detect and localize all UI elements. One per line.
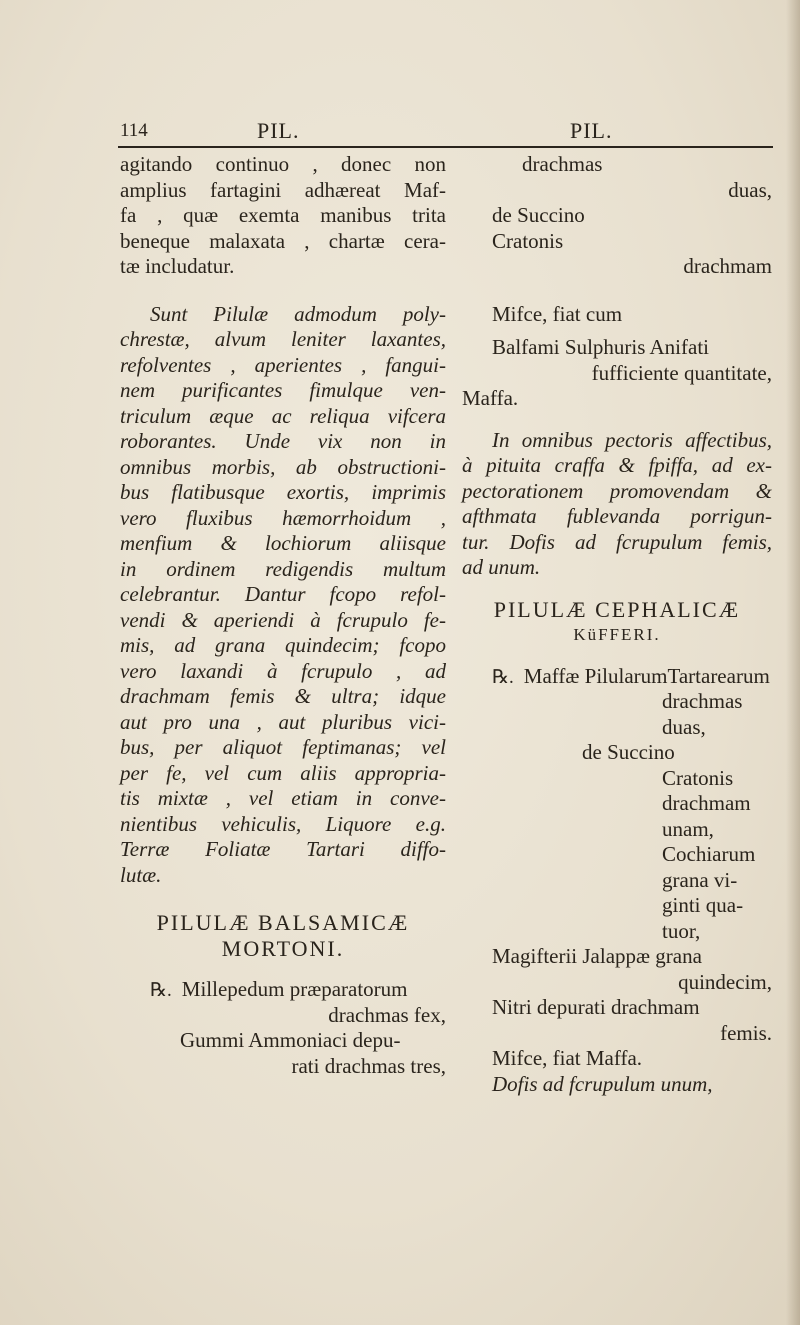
recipe-line: Nitri depurati drachmam [492,995,700,1019]
recipe-line: Balfami Sulphuris Anifati [492,335,709,359]
text-line: fa , quæ exemta manibus trita [120,203,446,227]
text-line: vero laxandi à fcrupulo , ad [120,658,446,683]
recipe-line: grana vi- [662,867,738,892]
text-line: Sunt Pilulæ admodum poly- [150,301,446,326]
recipe-line: ℞. Maffæ PilularumTartarearum [492,663,770,688]
recipe-line: drachmas [522,152,603,176]
recipe-symbol: ℞. [150,980,172,1001]
text-line: vendi & aperiendi à fcrupulo fe- [120,607,446,632]
instruction-line: Mifce, fiat cum [492,301,623,326]
text-line: chrestæ, alvum leniter laxantes, [120,327,446,351]
recipe-line: tuor, [662,918,701,943]
recipe-line: Cratonis [492,228,564,253]
page-edge-shadow [786,0,800,1325]
recipe-line: Maffa. [462,386,519,410]
text-line: vero fluxibus hæmorrhoidum , [120,505,446,530]
header-rule [118,146,773,148]
dosage-line: Dofis ad fcrupulum unum, [492,1071,713,1096]
text-line: nientibus vehiculis, Liquore e.g. [120,811,446,836]
recipe-line: quindecim, [678,969,772,994]
recipe-line: duas, [728,177,772,202]
text-line: triculum æque ac reliqua vifcera [120,403,446,428]
recipe-line: drachmam [683,254,772,278]
text-line: tur. Dofis ad fcrupulum femis, [462,529,772,554]
text-line: drachmam femis & ultra; idque [120,684,446,708]
recipe-line: Cratonis [662,765,734,790]
recipe-line: de Succino [582,740,675,764]
section-heading: PILULÆ BALSAMICÆ [156,910,410,935]
recipe-line: fufficiente quantitate, [591,360,772,385]
text-line: Terræ Foliatæ Tartari diffo- [120,837,446,861]
text-line: aut pro una , aut pluribus vici- [120,709,446,734]
text-line: refolventes , aperientes , fangui- [120,352,446,377]
section-heading: PILULÆ CEPHALICÆ [493,596,741,622]
usage-paragraph [120,302,446,889]
text-line: tæ includatur. [120,254,235,278]
recipe-line: de Succino [492,203,585,227]
recipe-line: ℞. Millepedum præparatorum [150,977,408,1001]
text-line: In omnibus pectoris affectibus, [492,427,772,452]
text-line: tis mixtæ , vel etiam in conve- [120,786,446,810]
text-line: mis, ad grana quindecim; fcopo [120,633,446,657]
recipe-line: Magifterii Jalappæ grana [492,944,702,968]
left-column [120,152,446,1079]
section-heading-author: KüFFERI. [573,625,661,644]
text-line: in ordinem redigendis multum [120,556,446,581]
recipe-line: femis. [720,1020,772,1045]
text-line: nem purificantes fimulque ven- [120,378,446,402]
right-column [462,152,772,1097]
recipe-symbol: ℞. [492,666,514,688]
section-heading-author: MORTONI. [221,935,345,961]
recipe-line: ginti qua- [662,893,744,917]
text-line: beneque malaxata , chartæ cera- [120,228,446,253]
usage-paragraph [462,428,772,581]
recipe-line: drachmas fex, [328,1002,446,1027]
text-line: roborantes. Unde vix non in [120,429,446,453]
recipe-line: drachmas [662,689,743,713]
text-line: pectorationem promovendam & [462,478,772,503]
text-line: celebrantur. Dantur fcopo refol- [120,582,446,606]
text-line: per fe, vel cum aliis appropria- [120,760,446,785]
recipe-line: unam, [662,816,714,841]
recipe-line: rati drachmas tres, [291,1053,446,1078]
header-left-title: PIL. [257,118,300,143]
text-line: amplius fartagini adhæreat Maf- [120,177,446,202]
text-line: menfium & lochiorum aliisque [120,531,446,555]
text-line: bus flatibusque exortis, imprimis [120,480,446,504]
recipe-line: drachmam [662,791,751,815]
text-line: lutæ. [120,862,162,887]
text-line: afthmata fublevanda porrigun- [462,504,772,528]
text-line: bus, per aliquot feptimanas; vel [120,735,446,759]
text-line: à pituita craffa & fpiffa, ad ex- [462,453,772,477]
recipe-line: Gummi Ammoniaci depu- [180,1028,401,1052]
text-line: ad unum. [462,555,541,579]
recipe-line: Cochiarum [662,842,756,866]
header-right-title: PIL. [570,118,613,143]
text-line: agitando continuo , donec non [120,152,446,176]
page-number: 114 [120,120,148,141]
intro-paragraph [120,152,446,280]
recipe-line: duas, [662,714,706,739]
text-line: omnibus morbis, ab obstructioni- [120,454,446,479]
instruction-line: Mifce, fiat Maffa. [492,1046,643,1070]
running-header [120,118,770,148]
